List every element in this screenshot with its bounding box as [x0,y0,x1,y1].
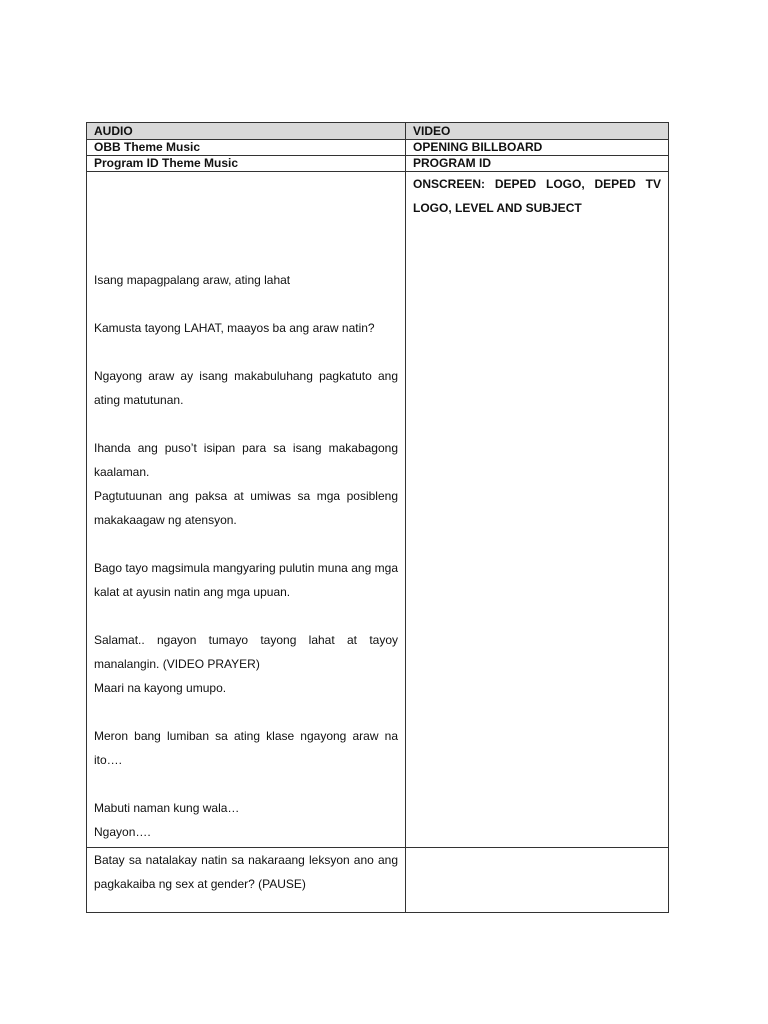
table-row [87,140,669,156]
audio-cell: OBB Theme Music [87,140,406,156]
script-line: Pagtutuunan ang paksa at umiwas sa mga posibleng makakaagaw ng atensyon. [94,489,398,527]
header-row [87,123,669,140]
audio-header: AUDIO [87,123,406,140]
video-header: VIDEO [406,123,669,140]
video-cell: PROGRAM ID [406,156,669,172]
script-line: Maari na kayong umupo. [94,681,227,695]
video-script-cell [406,172,669,848]
script-line: Ihanda ang puso’t isipan para sa isang makabagong kaalaman. [94,441,398,479]
audio-cell [87,848,406,913]
table-row [87,156,669,172]
script-line: Salamat.. ngayon tumayo tayong lahat at tayoy manalangin. (VIDEO PRAYER) [94,633,398,671]
script-body-row [87,172,669,848]
script-line: Batay sa natalakay natin sa nakaraang leksyon ano ang pagkakaiba ng sex at gender? (PAUSE) [94,853,398,891]
script-line: Meron bang lumiban sa ating klase ngayong araw na ito…. [94,729,398,767]
script-table [86,122,669,913]
video-cell [406,848,669,913]
table-row [87,848,669,913]
script-line: Ngayon…. [94,825,151,839]
video-cell: OPENING BILLBOARD [406,140,669,156]
onscreen-note: ONSCREEN: DEPED LOGO, DEPED TV LOGO, LEVEL AND SUBJECT [413,177,661,215]
script-line: Kamusta tayong LAHAT, maayos ba ang araw natin? [94,321,375,335]
audio-cell: Program ID Theme Music [87,156,406,172]
audio-script-cell [87,172,406,848]
script-line: Isang mapagpalang araw, ating lahat [94,273,291,287]
script-line: Mabuti naman kung wala… [94,801,240,815]
script-line: Bago tayo magsimula mangyaring pulutin muna ang mga kalat at ayusin natin ang mga upuan. [94,561,398,599]
script-line: Ngayong araw ay isang makabuluhang pagkatuto ang ating matutunan. [94,369,398,407]
